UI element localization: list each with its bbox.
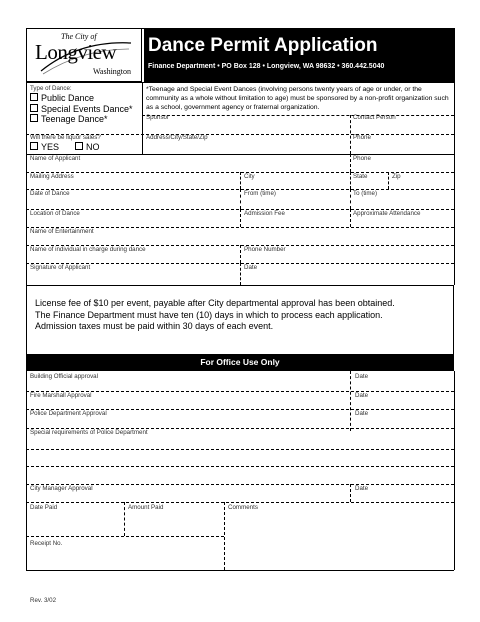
building-official-label: Building Official approval [30, 373, 98, 380]
phone-number-label: Phone Number [244, 246, 286, 253]
phone-label-2: Phone [353, 155, 371, 162]
option-teenage-dance[interactable] [30, 114, 133, 125]
fire-marshall-label: Fire Marshall Approval [30, 392, 92, 399]
option-public-dance[interactable] [30, 93, 133, 104]
logo-name: Longview [35, 40, 117, 64]
city-logo [26, 28, 142, 82]
checkbox-icon[interactable] [30, 104, 38, 112]
zip-label: Zip [392, 173, 401, 180]
fire-date-label: Date [355, 392, 369, 399]
from-time-label: From (time) [244, 190, 276, 197]
state-label: State [353, 173, 368, 180]
logo-state: Washington [93, 67, 132, 76]
liquor-no[interactable] [75, 142, 100, 153]
page-subtitle: Finance Department • PO Box 128 • Longview, WA 98632 • 360.442.5040 [148, 63, 385, 70]
amount-paid-label: Amount Paid [128, 504, 164, 511]
liquor-no-label: NO [86, 142, 100, 152]
phone-label-1: Phone [353, 134, 371, 141]
address-label: Address/City/State/Zip [146, 134, 208, 141]
police-approval-label: Police Department Approval [30, 410, 107, 417]
license-notice-line: License fee of $10 per event, payable after City departmental approval has been obtained. [35, 298, 395, 308]
checkbox-icon[interactable] [30, 114, 38, 122]
city-manager-label: City Manager Approval [30, 485, 93, 492]
option-label: Teenage Dance* [41, 114, 108, 124]
page-title: Dance Permit Application [148, 35, 378, 56]
city-manager-date-label: Date [355, 485, 369, 492]
attendance-label: Approximate Attendance [353, 210, 421, 217]
location-label: Location of Dance [30, 210, 80, 217]
logo-city-of: The City of [61, 32, 97, 41]
entertainment-label: Name of Entertainment [30, 228, 94, 235]
liquor-label: Will there be liquor sales? [30, 134, 101, 141]
office-use-heading: For Office Use Only [26, 354, 454, 371]
mailing-address-label: Mailing Address [30, 173, 74, 180]
checkbox-icon[interactable] [30, 93, 38, 101]
license-notice [35, 298, 395, 333]
revision-label: Rev. 3/02 [30, 597, 57, 604]
liquor-yes-label: YES [41, 142, 60, 152]
dance-type-label: Type of Dance: [30, 85, 72, 92]
date-of-dance-label: Date of Dance [30, 190, 70, 197]
teen-notice: *Teenage and Special Event Dances (involving persons twenty years of age or under, or the community as a whole without limitation to age) must be sponsored by a non-profit organization such as a school, government agency or fraternal organization. [146, 86, 449, 111]
to-time-label: To (time) [353, 190, 378, 197]
liquor-yes[interactable] [30, 142, 59, 153]
option-label: Special Events Dance* [41, 103, 133, 114]
building-date-label: Date [355, 373, 369, 380]
option-label: Public Dance [41, 93, 95, 103]
sponsor-label: Sponsor [146, 114, 170, 121]
dance-type-options [30, 93, 133, 125]
date-paid-label: Date Paid [30, 504, 58, 511]
option-special-events-dance[interactable] [30, 104, 133, 115]
signature-label: Signature of Applicant [30, 264, 91, 271]
individual-in-charge-label: Name of individual in charge during dance [30, 246, 146, 253]
contact-person-label: Contact Person [353, 114, 396, 121]
license-notice-line: The Finance Department must have ten (10) days in which to process each application. [35, 309, 383, 320]
receipt-no-label: Receipt No. [30, 540, 63, 547]
signature-date-label: Date [244, 264, 258, 271]
comments-label: Comments [228, 504, 258, 511]
license-notice-line: Admission taxes must be paid within 30 days of each event. [35, 321, 274, 331]
checkbox-icon[interactable] [75, 142, 83, 150]
police-requirements-label: Special requirements of Police Department [30, 429, 148, 436]
header-banner [144, 29, 454, 82]
checkbox-icon[interactable] [30, 142, 38, 150]
city-label: City [244, 173, 255, 180]
police-date-label: Date [355, 410, 369, 417]
applicant-name-label: Name of Applicant [30, 155, 81, 162]
admission-fee-label: Admission Fee [244, 210, 285, 217]
